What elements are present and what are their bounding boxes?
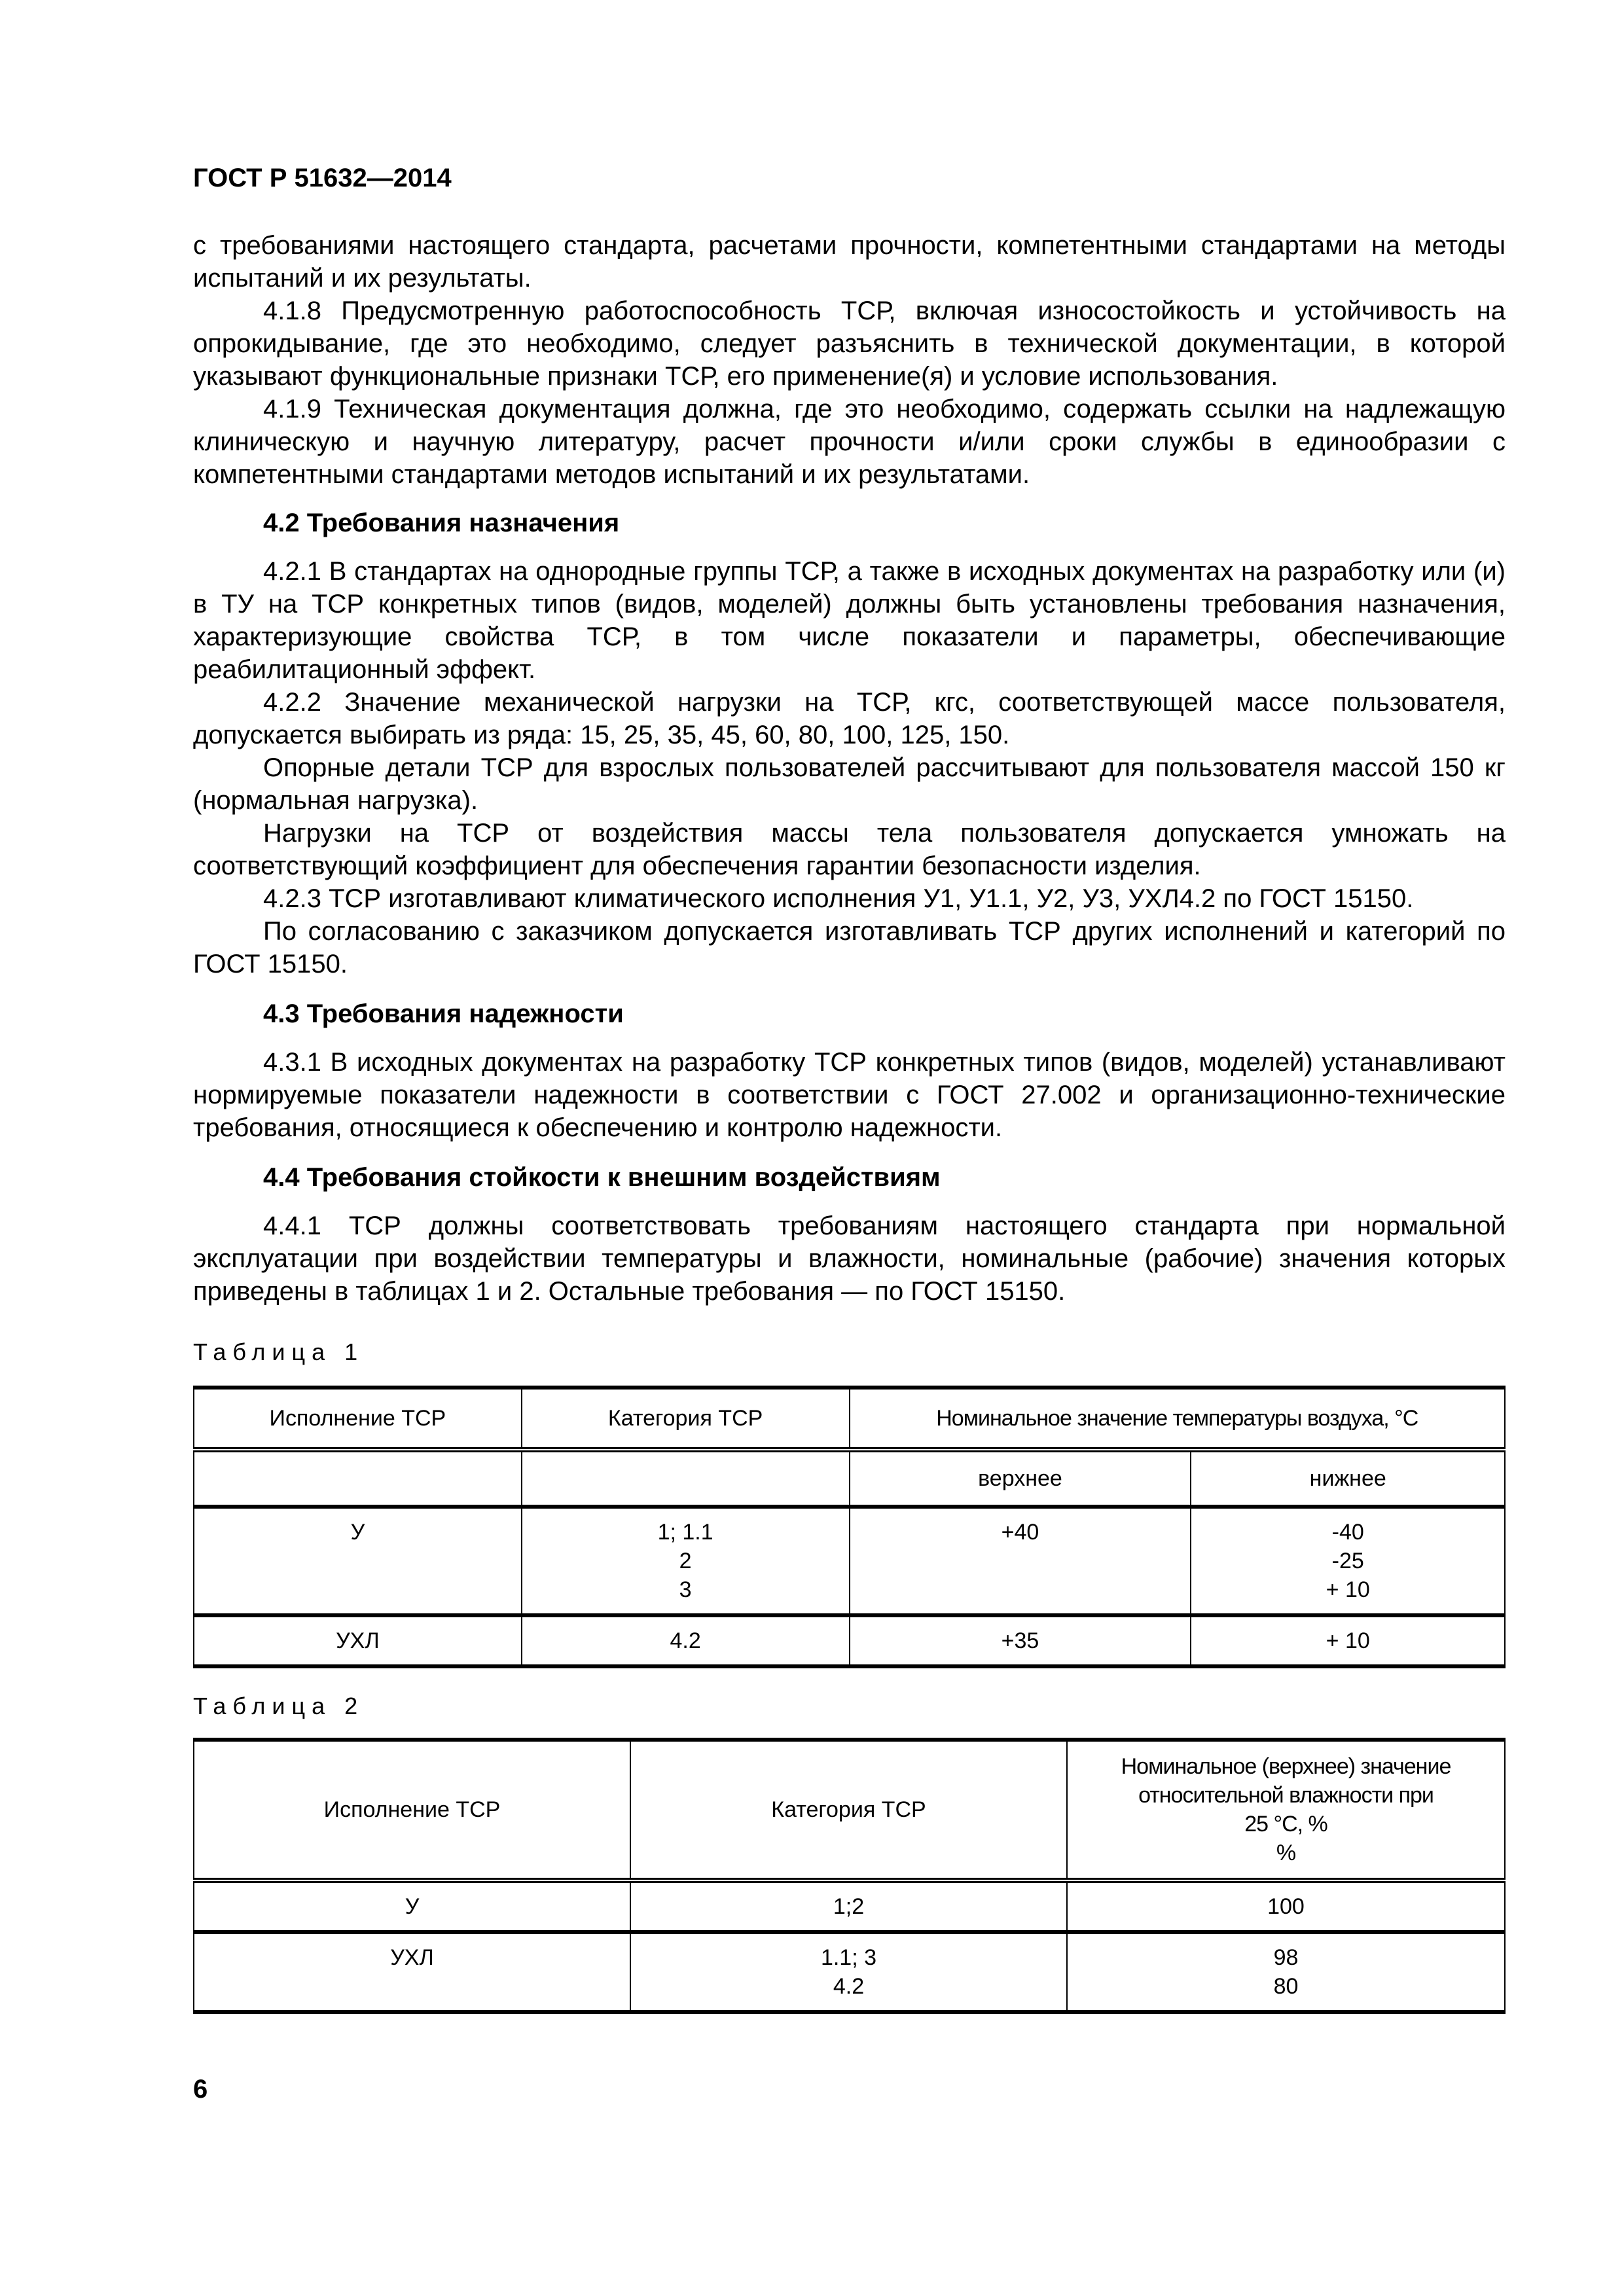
table-cell: -40 -25 + 10 [1191, 1507, 1505, 1615]
table-cell: 4.2 [522, 1615, 850, 1666]
section-4-4 [193, 1161, 1506, 1308]
section-4-3 [193, 997, 1506, 1144]
table-cell: 1; 1.1 2 3 [522, 1507, 850, 1615]
table-cell: 1.1; 3 4.2 [630, 1932, 1067, 2012]
section-heading: 4.3 Требования надежности [263, 999, 624, 1028]
section-heading: 4.4 Требования стойкости к внешним воздействиям [263, 1163, 941, 1192]
table-cell: +35 [850, 1615, 1191, 1666]
table-header: Исполнение ТСР [194, 1740, 630, 1880]
table-header: Категория ТСР [522, 1388, 850, 1450]
paragraph: По согласованию с заказчиком допускается изготавливать ТСР других исполнений и категорий по ГОСТ 15150. [193, 917, 1506, 978]
table-cell: 100 [1067, 1880, 1505, 1932]
table-cell: + 10 [1191, 1615, 1505, 1666]
paragraph: Опорные детали ТСР для взрослых пользователей рассчитывают для пользователя массой 150 кг (нормальная нагрузка). [193, 753, 1506, 815]
table-header: Номинальное значение температуры воздуха, °С [850, 1388, 1506, 1450]
section-4-1-continued [193, 229, 1506, 491]
table2-caption: Таблица 2 [193, 1693, 365, 1719]
table-cell: УХЛ [194, 1932, 630, 2012]
paragraph: 4.1.9 Техническая документация должна, где это необходимо, содержать ссылки на надлежащую клиническую и научную литературу, расчет прочности и/или сроки службы в единообразии с компетентными стандартами методов испытаний и их результатами. [193, 395, 1506, 489]
page-number: 6 [193, 2075, 208, 2104]
paragraph: 4.1.8 Предусмотренную работоспособность ТСР, включая износостойкость и устойчивость на опрокидывание, где это необходимо, следует разъяснить в технической документации, в которой указывают функциональные признаки ТСР, его применение(я) и условие использования. [193, 296, 1506, 391]
document-header: ГОСТ Р 51632—2014 [193, 164, 452, 192]
table1-caption: Таблица 1 [193, 1338, 365, 1365]
paragraph: 4.4.1 ТСР должны соответствовать требованиям настоящего стандарта при нормальной эксплуатации при воздействии температуры и влажности, номинальные (рабочие) значения которых приведены в таблицах 1 и 2. Остальные требования — по ГОСТ 15150. [193, 1211, 1506, 1306]
table-row [194, 1880, 1505, 1932]
table-header: Исполнение ТСР [194, 1388, 522, 1450]
table-cell: У [194, 1507, 522, 1615]
table1 [193, 1386, 1506, 1668]
section-heading: 4.2 Требования назначения [263, 509, 620, 537]
table-cell: У [194, 1880, 630, 1932]
table-cell: +40 [850, 1507, 1191, 1615]
paragraph: 4.3.1 В исходных документах на разработку ТСР конкретных типов (видов, моделей) устанавливают нормируемые показатели надежности в соответствии с ГОСТ 27.002 и организационно-технические требования, относящиеся к обеспечению и контролю надежности. [193, 1048, 1506, 1142]
paragraph: Нагрузки на ТСР от воздействия массы тела пользователя допускается умножать на соответствующий коэффициент для обеспечения гарантии безопасности изделия. [193, 819, 1506, 880]
section-4-2 [193, 507, 1506, 980]
paragraph: 4.2.3 ТСР изготавливают климатического исполнения У1, У1.1, У2, У3, УХЛ4.2 по ГОСТ 15150. [263, 884, 1414, 913]
table-cell: 98 80 [1067, 1932, 1505, 2012]
table-subheader: нижнее [1191, 1450, 1505, 1507]
table-cell: УХЛ [194, 1615, 522, 1666]
table-row [194, 1932, 1505, 2012]
table-subheader: верхнее [850, 1450, 1191, 1507]
table-header: Категория ТСР [630, 1740, 1067, 1880]
table2 [193, 1738, 1506, 2014]
table-cell: 1;2 [630, 1880, 1067, 1932]
table-row [194, 1507, 1505, 1615]
paragraph: 4.2.2 Значение механической нагрузки на ТСР, кгс, соответствующей массе пользователя, допускается выбирать из ряда: 15, 25, 35, 45, 60, 80, 100, 125, 150. [193, 688, 1506, 749]
paragraph: с требованиями настоящего стандарта, расчетами прочности, компетентными стандартами на методы испытаний и их результаты. [193, 231, 1506, 293]
table-row [194, 1615, 1505, 1666]
table-header: Номинальное (верхнее) значение относительной влажности при 25 °С, % % [1067, 1740, 1505, 1880]
paragraph: 4.2.1 В стандартах на однородные группы ТСР, а также в исходных документах на разработку или (и) в ТУ на ТСР конкретных типов (видов, моделей) должны быть установлены требования назначения, характеризующие свойства ТСР, в том числе показатели и параметры, обеспечивающие реабилитационный эффект. [193, 557, 1506, 684]
